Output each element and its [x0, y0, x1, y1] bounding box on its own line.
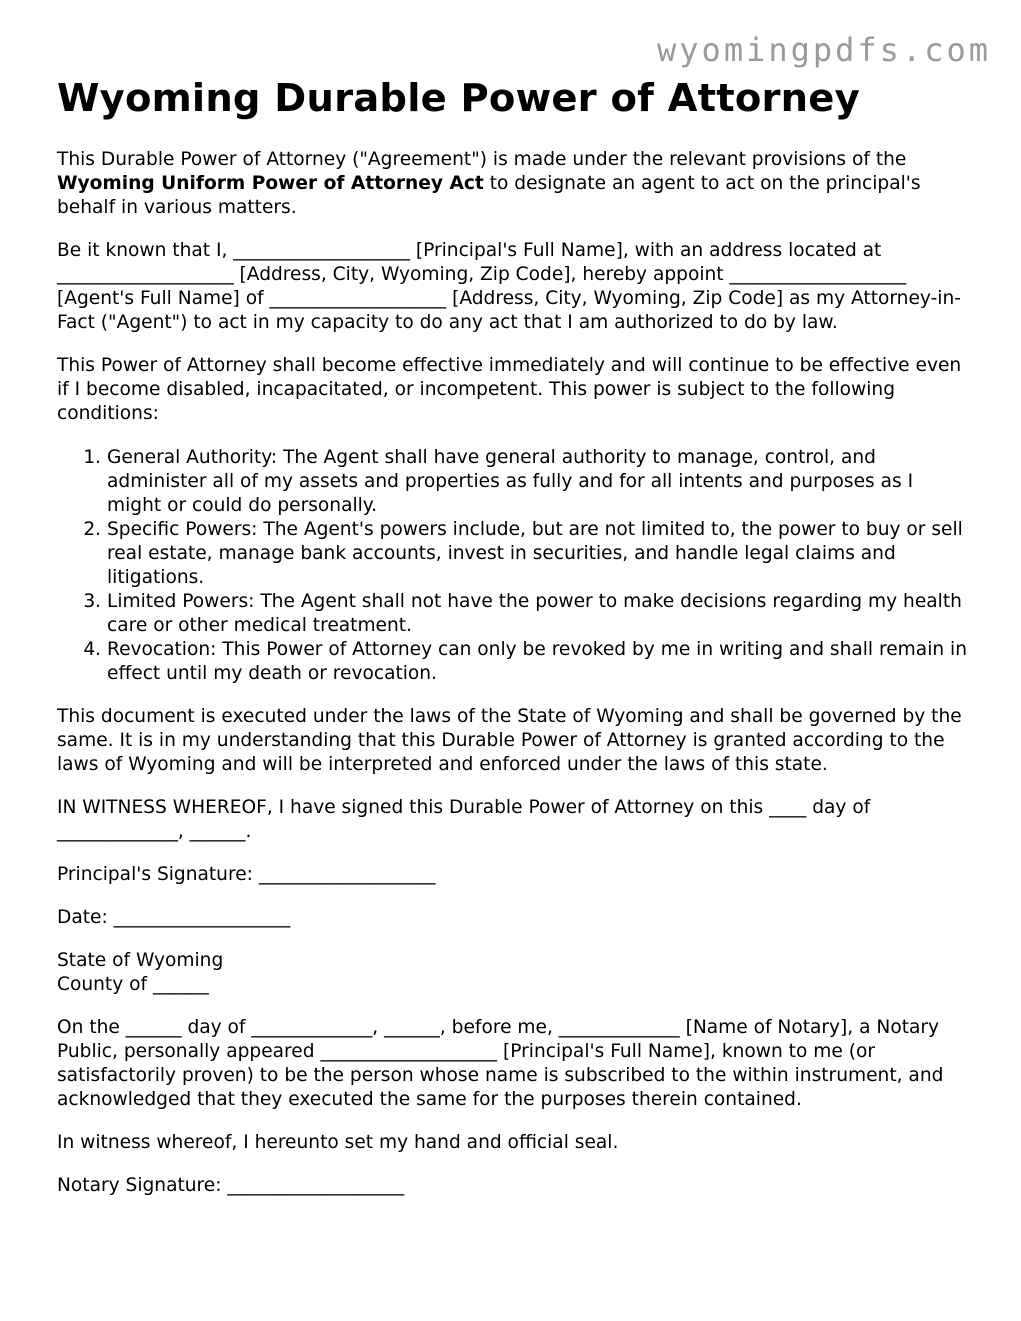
county-line: County of ______ — [57, 974, 209, 995]
intro-text-start: This Durable Power of Attorney ("Agreement") is made under the relevant provisions of the — [57, 149, 907, 170]
effective-paragraph: This Power of Attorney shall become effective immediately and will continue to be effective even if I become disabled, incapacitated, or incompetent. This power is subject to the following conditions: — [57, 355, 962, 424]
conditions-list — [57, 446, 967, 686]
act-name: Wyoming Uniform Power of Attorney Act — [57, 173, 484, 194]
governing-law-paragraph: This document is executed under the laws of the State of Wyoming and shall be governed by the same. It is in my understanding that this Durable Power of Attorney is granted according to the laws of Wyoming and will be interpreted and enforced under the laws of this state. — [57, 706, 962, 775]
site-watermark: wyomingpdfs.com — [657, 31, 991, 69]
date-line: Date: ___________________ — [57, 907, 291, 928]
venue-block — [57, 949, 967, 997]
appointment-paragraph: Be it known that I, ___________________ [Principal's Full Name], with an address located at ___________________ [Address, City, Wyoming, Zip Code], hereby appoint ___________________ [Agent's Full Name] of ___________________ [Address, City, Wyoming, Zip Code] as my Attorney-in-Fact ("Agent") to act in my capacity to do any act that I am authorized to do by law. — [57, 240, 961, 333]
document-body — [57, 76, 967, 1198]
intro-text-end: to designate an agent to act on the principal's behalf in various matters. — [57, 173, 921, 218]
notary-signature-line: Notary Signature: ___________________ — [57, 1175, 405, 1196]
condition-item: 3. Limited Powers: The Agent shall not have the power to make decisions regarding my health care or other medical treatment. — [107, 590, 967, 638]
notary-acknowledgment-paragraph: On the ______ day of _____________, ______, before me, _____________ [Name of Notary], a Notary Public, personally appeared ___________________ [Principal's Full Name], known to me (or satisfactorily proven) to be the person whose name is subscribed to the within instrument, and acknowledged that they executed the same for the purposes therein contained. — [57, 1017, 944, 1110]
condition-item: 4. Revocation: This Power of Attorney can only be revoked by me in writing and shall remain in effect until my death or revocation. — [107, 638, 967, 686]
document-title: Wyoming Durable Power of Attorney — [57, 76, 860, 121]
notary-seal-paragraph: In witness whereof, I hereunto set my hand and official seal. — [57, 1132, 619, 1153]
witness-whereof-paragraph: IN WITNESS WHEREOF, I have signed this Durable Power of Attorney on this ____ day of _____________, ______. — [57, 797, 871, 842]
condition-item: 2. Specific Powers: The Agent's powers include, but are not limited to, the power to buy or sell real estate, manage bank accounts, invest in securities, and handle legal claims and litigations. — [107, 518, 967, 590]
state-line: State of Wyoming — [57, 950, 224, 971]
condition-item: 1. General Authority: The Agent shall have general authority to manage, control, and administer all of my assets and properties as fully and for all intents and purposes as I might or could do personally. — [107, 446, 967, 518]
intro-paragraph — [57, 148, 967, 220]
principal-signature-line: Principal's Signature: ___________________ — [57, 864, 436, 885]
